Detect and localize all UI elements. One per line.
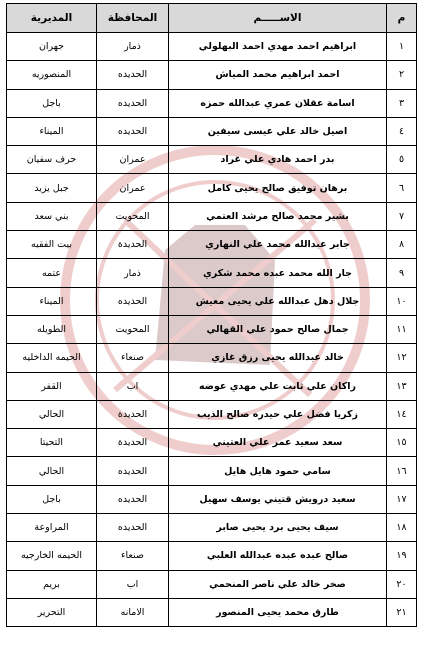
row-number: ١٧ xyxy=(387,485,417,513)
row-governorate: الحديده xyxy=(97,287,169,315)
row-district: الحالي xyxy=(7,400,97,428)
row-governorate: الامانه xyxy=(97,598,169,626)
table-row xyxy=(7,514,417,542)
row-number: ١٤ xyxy=(387,400,417,428)
row-district: حرف سفيان xyxy=(7,146,97,174)
row-number: ٩ xyxy=(387,259,417,287)
row-governorate: المحويت xyxy=(97,202,169,230)
table-row xyxy=(7,89,417,117)
row-district: الحيمه الداخليه xyxy=(7,344,97,372)
column-header-district: المديرية xyxy=(7,4,97,33)
row-governorate: ذمار xyxy=(97,259,169,287)
row-district: التحيتا xyxy=(7,429,97,457)
row-district: القفر xyxy=(7,372,97,400)
row-district: الحالي xyxy=(7,457,97,485)
row-governorate: ذمار xyxy=(97,33,169,61)
row-governorate: اب xyxy=(97,372,169,400)
table-row xyxy=(7,231,417,259)
names-table xyxy=(6,3,417,627)
row-number: ١٦ xyxy=(387,457,417,485)
row-district: الحيمه الخارجيه xyxy=(7,542,97,570)
row-number: ١٩ xyxy=(387,542,417,570)
table-row xyxy=(7,117,417,145)
row-name: سعد سعيد عمر علي العتيني xyxy=(169,429,387,457)
row-number: ٧ xyxy=(387,202,417,230)
row-name: احمد ابراهيم محمد المياش xyxy=(169,61,387,89)
table-row xyxy=(7,485,417,513)
table-row xyxy=(7,570,417,598)
table-row xyxy=(7,146,417,174)
row-district: بريم xyxy=(7,570,97,598)
row-governorate: الحديده xyxy=(97,485,169,513)
table-row xyxy=(7,429,417,457)
table-row xyxy=(7,400,417,428)
row-district: بيت الفقيه xyxy=(7,231,97,259)
table-body xyxy=(7,33,417,627)
row-name: زكريا فضل علي حيدره صالح الذيب xyxy=(169,400,387,428)
row-number: ١٨ xyxy=(387,514,417,542)
row-governorate: عمران xyxy=(97,146,169,174)
row-name: صالح عبده عبده عبدالله العلبي xyxy=(169,542,387,570)
row-name: سيف يحيى برد يحيى صابر xyxy=(169,514,387,542)
table-row xyxy=(7,202,417,230)
row-district: الميناء xyxy=(7,117,97,145)
row-governorate: الحديده xyxy=(97,117,169,145)
table-row xyxy=(7,33,417,61)
row-name: جابر عبدالله محمد علي النهاري xyxy=(169,231,387,259)
row-governorate: عمران xyxy=(97,174,169,202)
row-governorate: الحديدة xyxy=(97,231,169,259)
row-number: ٥ xyxy=(387,146,417,174)
row-governorate: الحديده xyxy=(97,514,169,542)
row-number: ٣ xyxy=(387,89,417,117)
table-row xyxy=(7,457,417,485)
row-name: جلال دهل عبدالله علي يحيى معيش xyxy=(169,287,387,315)
row-district: المنصوريه xyxy=(7,61,97,89)
row-name: اصيل خالد علي عيسى سيفين xyxy=(169,117,387,145)
row-name: بدر احمد هادي علي غراد xyxy=(169,146,387,174)
table-row xyxy=(7,61,417,89)
table-row xyxy=(7,344,417,372)
row-number: ١٣ xyxy=(387,372,417,400)
row-name: صخر خالد علي ناصر المنحمي xyxy=(169,570,387,598)
row-name: جمال صالح حمود علي القهالي xyxy=(169,315,387,343)
row-district: المراوعة xyxy=(7,514,97,542)
column-header-name: الاســـــم xyxy=(169,4,387,33)
row-district: باجل xyxy=(7,485,97,513)
table-row xyxy=(7,315,417,343)
row-name: بشير محمد صالح مرشد العتمي xyxy=(169,202,387,230)
row-name: سامي حمود هايل هايل xyxy=(169,457,387,485)
row-number: ١ xyxy=(387,33,417,61)
table-row xyxy=(7,259,417,287)
row-district: التحرير xyxy=(7,598,97,626)
row-governorate: الحديده xyxy=(97,457,169,485)
row-district: الطويله xyxy=(7,315,97,343)
row-district: عتمه xyxy=(7,259,97,287)
row-governorate: صنعاء xyxy=(97,542,169,570)
row-district: جبل يزيد xyxy=(7,174,97,202)
row-governorate: المحويت xyxy=(97,315,169,343)
row-governorate: الحديده xyxy=(97,89,169,117)
row-governorate: الحديدة xyxy=(97,400,169,428)
table-row xyxy=(7,174,417,202)
row-name: ابراهيم احمد مهدي احمد البهلولي xyxy=(169,33,387,61)
row-name: راكان علي ثابت علي مهدي عوضه xyxy=(169,372,387,400)
row-governorate: الحديده xyxy=(97,61,169,89)
row-district: جهران xyxy=(7,33,97,61)
row-district: بني سعد xyxy=(7,202,97,230)
row-district: الميناء xyxy=(7,287,97,315)
row-governorate: الحديدة xyxy=(97,429,169,457)
table-row xyxy=(7,372,417,400)
row-name: اسامة عقلان عمري عبدالله حمزه xyxy=(169,89,387,117)
row-number: ١٢ xyxy=(387,344,417,372)
row-number: ٢ xyxy=(387,61,417,89)
row-name: برهان توفيق صالح يحيى كامل xyxy=(169,174,387,202)
row-district: باجل xyxy=(7,89,97,117)
row-governorate: اب xyxy=(97,570,169,598)
row-number: ١٠ xyxy=(387,287,417,315)
row-number: ٤ xyxy=(387,117,417,145)
row-name: جار الله محمد عبده محمد شكري xyxy=(169,259,387,287)
row-name: خالد عبدالله يحيى رزق غازي xyxy=(169,344,387,372)
row-number: ٦ xyxy=(387,174,417,202)
column-header-governorate: المحافظة xyxy=(97,4,169,33)
table-row xyxy=(7,287,417,315)
table-row xyxy=(7,542,417,570)
row-number: ١٥ xyxy=(387,429,417,457)
row-name: طارق محمد يحيى المنصور xyxy=(169,598,387,626)
table-row xyxy=(7,598,417,626)
row-number: ١١ xyxy=(387,315,417,343)
column-header-number: م xyxy=(387,4,417,33)
row-name: سعيد درويش قتيني يوسف سهيل xyxy=(169,485,387,513)
row-number: ٢١ xyxy=(387,598,417,626)
table-header-row xyxy=(7,4,417,33)
row-governorate: صنعاء xyxy=(97,344,169,372)
row-number: ٢٠ xyxy=(387,570,417,598)
row-number: ٨ xyxy=(387,231,417,259)
